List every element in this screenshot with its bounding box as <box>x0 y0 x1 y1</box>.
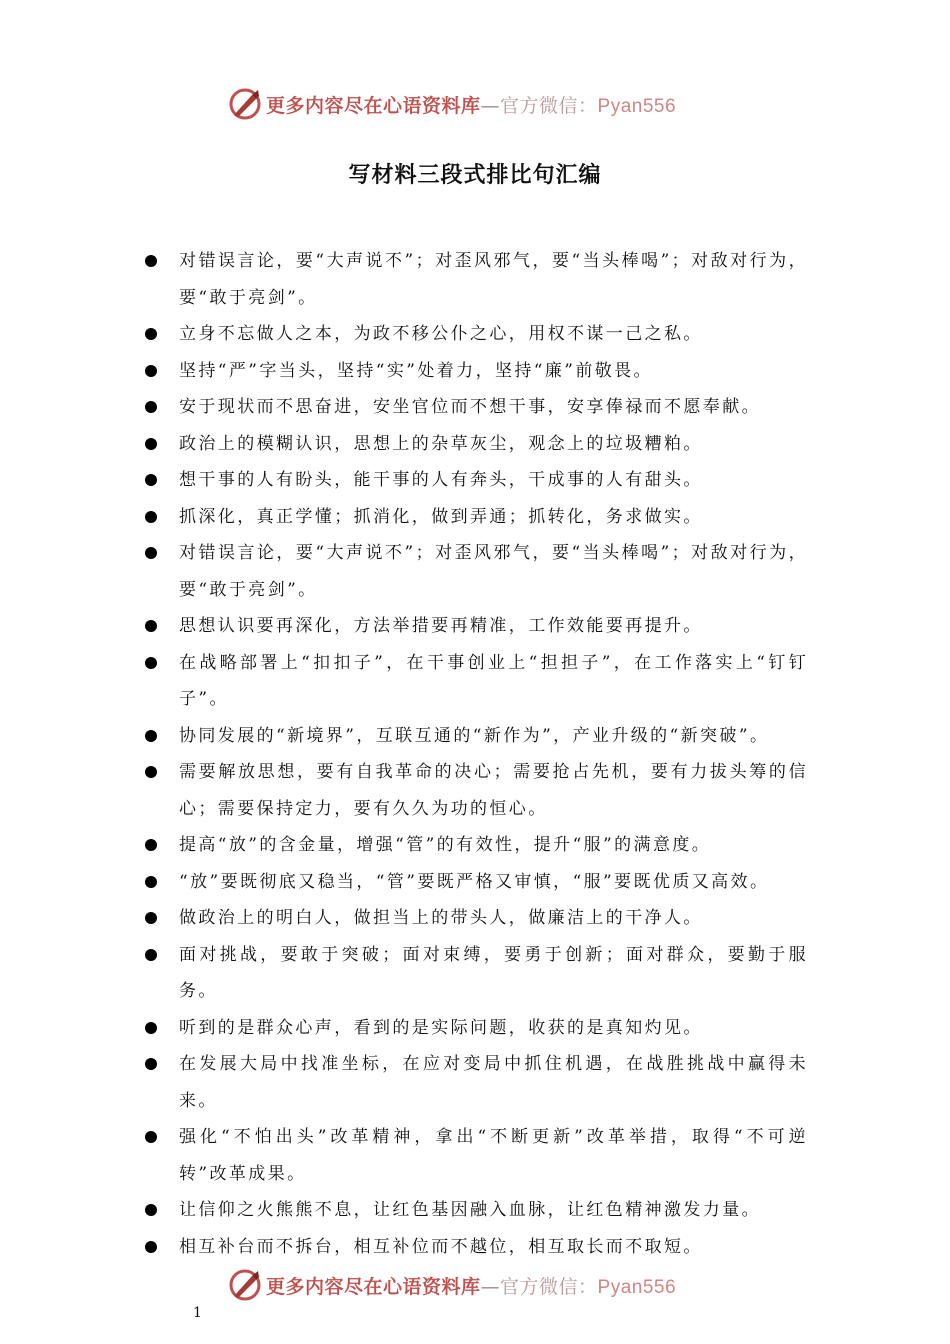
page-title: 写材料三段式排比句汇编 <box>348 162 602 188</box>
list-item <box>143 1119 808 1192</box>
list-item-text: 强化“不怕出头”改革精神，拿出“不断更新”改革举措，取得“不可逆转”改革成果。 <box>179 1127 808 1184</box>
list-item <box>143 499 808 536</box>
bullet-icon <box>145 511 157 523</box>
banner-dash: — <box>480 1275 501 1298</box>
pen-nib-circle-icon <box>228 87 262 121</box>
page-number: 1 <box>193 1305 202 1321</box>
list-item <box>143 389 808 426</box>
list-item <box>143 316 808 353</box>
list-item-text: “放”要既彻底又稳当，“管”要既严格又审慎，“服”要既优质又高效。 <box>179 871 770 892</box>
bullet-icon <box>145 401 157 413</box>
bullet-icon <box>145 1131 157 1143</box>
bullet-list <box>143 243 808 1265</box>
list-item-text: 立身不忘做人之本，为政不移公仆之心，用权不谋一己之私。 <box>179 324 703 344</box>
list-item <box>143 937 808 1010</box>
bullet-icon <box>145 1022 157 1034</box>
banner-wechat-id: Pyan556 <box>597 1276 677 1298</box>
list-item-text: 提高“放”的含金量，增强“管”的有效性，提升“服”的满意度。 <box>179 835 712 855</box>
list-item <box>143 900 808 937</box>
bullet-icon <box>145 657 157 669</box>
banner-wechat-label: 官方微信： <box>500 94 598 117</box>
list-item-text: 想干事的人有盼头，能干事的人有奔头，干成事的人有甜头。 <box>179 470 703 490</box>
bullet-icon <box>145 912 157 924</box>
list-item <box>143 353 808 390</box>
bullet-icon <box>145 730 157 742</box>
list-item <box>143 1229 808 1266</box>
bullet-icon <box>145 328 157 340</box>
bullet-icon <box>145 474 157 486</box>
list-item-text: 抓深化，真正学懂；抓消化，做到弄通；抓转化，务求做实。 <box>179 506 703 527</box>
list-item-text: 让信仰之火熊熊不息，让红色基因融入血脉，让红色精神激发力量。 <box>179 1200 761 1220</box>
bullet-icon <box>145 1204 157 1216</box>
banner-wechat-id: Pyan556 <box>597 95 677 117</box>
list-item-text: 协同发展的“新境界”，互联互通的“新作为”，产业升级的“新突破”。 <box>179 725 770 746</box>
list-item <box>143 718 808 755</box>
list-item-text: 政治上的模糊认识，思想上的杂草灰尘，观念上的垃圾糟粕。 <box>179 433 703 454</box>
list-item-text: 相互补台而不拆台，相互补位而不越位，相互取长而不取短。 <box>179 1236 703 1257</box>
list-item <box>143 864 808 901</box>
bullet-icon <box>145 839 157 851</box>
banner-wechat-label: 官方微信： <box>500 1275 598 1298</box>
list-item <box>143 827 808 864</box>
banner-text <box>266 1272 676 1299</box>
bullet-icon <box>145 949 157 961</box>
list-item <box>143 608 808 645</box>
pen-nib-circle-icon <box>228 1268 262 1302</box>
bullet-icon <box>145 438 157 450</box>
bullet-icon <box>145 547 157 559</box>
banner-brand: 更多内容尽在心语资料库 <box>266 1275 481 1298</box>
list-item <box>143 645 808 718</box>
list-item <box>143 535 808 608</box>
list-item <box>143 426 808 463</box>
list-item-text: 面对挑战，要敢于突破；面对束缚，要勇于创新；面对群众，要勤于服务。 <box>179 944 808 1001</box>
list-item <box>143 1010 808 1047</box>
bullet-icon <box>145 1058 157 1070</box>
list-item-text: 在发展大局中找准坐标，在应对变局中抓住机遇，在战胜挑战中赢得未来。 <box>179 1054 808 1111</box>
list-item-text: 需要解放思想，要有自我革命的决心；需要抢占先机，要有力拔头筹的信心；需要保持定力，要有久久为功的恒心。 <box>179 762 808 819</box>
list-item <box>143 462 808 499</box>
bullet-icon <box>145 255 157 267</box>
list-item-text: 对错误言论，要“大声说不”；对歪风邪气，要“当头棒喝”；对敌对行为，要“敢于亮剑”。 <box>179 251 808 308</box>
header-banner <box>0 84 950 124</box>
footer-banner <box>0 1265 950 1305</box>
bullet-icon <box>145 1241 157 1253</box>
list-item-text: 在战略部署上“扣扣子”，在干事创业上“担担子”，在工作落实上“钉钉子”。 <box>179 652 808 709</box>
list-item <box>143 754 808 827</box>
list-item-text: 坚持“严”字当头，坚持“实”处着力，坚持“廉”前敬畏。 <box>179 360 653 381</box>
banner-dash: — <box>480 94 501 117</box>
bullet-icon <box>145 620 157 632</box>
list-item-text: 做政治上的明白人，做担当上的带头人，做廉洁上的干净人。 <box>179 908 703 928</box>
list-item-text: 对错误言论，要“大声说不”；对歪风邪气，要“当头棒喝”；对敌对行为，要“敢于亮剑”。 <box>179 543 808 600</box>
list-item-text: 听到的是群众心声，看到的是实际问题，收获的是真知灼见。 <box>179 1017 703 1038</box>
bullet-icon <box>145 766 157 778</box>
bullet-icon <box>145 365 157 377</box>
list-item <box>143 1046 808 1119</box>
list-item <box>143 243 808 316</box>
bullet-icon <box>145 876 157 888</box>
list-item-text: 思想认识要再深化，方法举措要再精准，工作效能要再提升。 <box>179 616 703 636</box>
list-item <box>143 1192 808 1229</box>
banner-brand: 更多内容尽在心语资料库 <box>266 94 481 117</box>
list-item-text: 安于现状而不思奋进，安坐官位而不想干事，安享俸禄而不愿奉献。 <box>179 397 761 417</box>
banner-text <box>266 91 676 118</box>
